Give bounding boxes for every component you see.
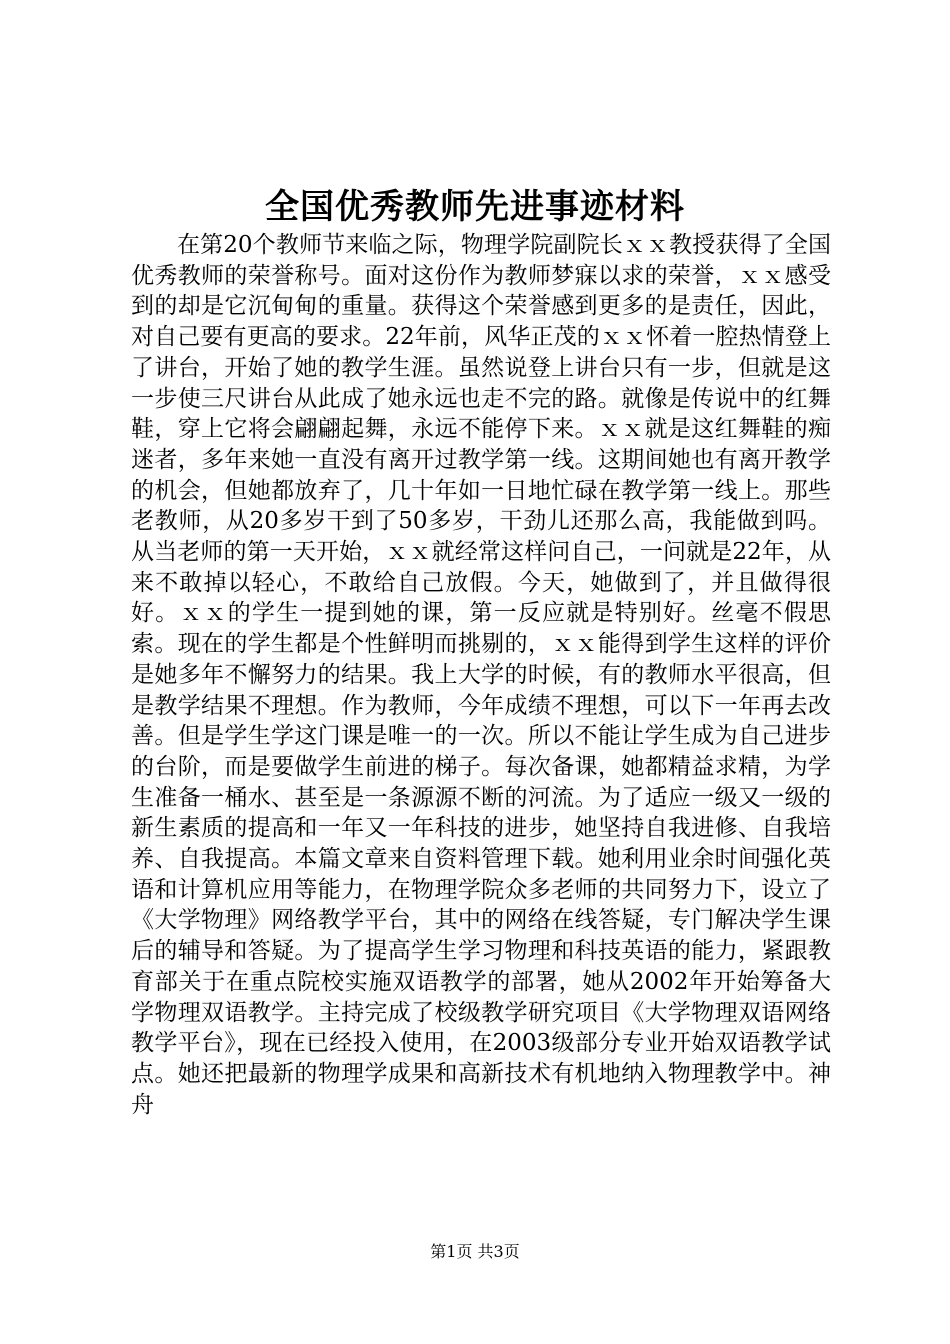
body-paragraph: 在第20个教师节来临之际，物理学院副院长ｘｘ教授获得了全国优秀教师的荣誉称号。面对这份作为教师梦寐以求的荣誉，ｘｘ感受到的却是它沉甸甸的重量。获得这个荣誉感到更多的是责任，因此，对自己要有更高的要求。22年前，风华正茂的ｘｘ怀着一腔热情登上了讲台，开始了她的教学生涯。虽然说登上讲台只有一步，但就是这一步使三尺讲台从此成了她永远也走不完的路。就像是传说中的红舞鞋，穿上它将会翩翩起舞，永远不能停下来。ｘｘ就是这红舞鞋的痴迷者，多年来她一直没有离开过教学第一线。这期间她也有离开教学的机会，但她都放弃了，几十年如一日地忙碌在教学第一线上。那些老教师，从20多岁干到了50多岁，干劲儿还那么高，我能做到吗。从当老师的第一天开始，ｘｘ就经常这样问自己，一问就是22年，从来不敢掉以轻心，不敢给自己放假。今天，她做到了，并且做得很好。ｘｘ的学生一提到她的课，第一反应就是特别好。丝毫不假思索。现在的学生都是个性鲜明而挑剔的，ｘｘ能得到学生这样的评价是她多年不懈努力的结果。我上大学的时候，有的教师水平很高，但是教学结果不理想。作为教师，今年成绩不理想，可以下一年再去改善。但是学生学这门课是唯一的一次。所以不能让学生成为自己进步的台阶，而是要做学生前进的梯子。每次备课，她都精益求精，为学生准备一桶水、甚至是一条源源不断的河流。为了适应一级又一级的新生素质的提高和一年又一年科技的进步，她坚持自我进修、自我培养、自我提高。本篇文章来自资料管理下载。她利用业余时间强化英语和计算机应用等能力，在物理学院众多老师的共同努力下，设立了《大学物理》网络教学平台，其中的网络在线答疑，专门解决学生课后的辅导和答疑。为了提高学生学习物理和科技英语的能力，紧跟教育部关于在重点院校实施双语教学的部署，她从2002年开始筹备大学物理双语教学。主持完成了校级教学研究项目《大学物理双语网络教学平台》，现在已经投入使用，在2003级部分专业开始双语教学试点。她还把最新的物理学成果和高新技术有机地纳入物理教学中。神舟 <box>131 232 831 1118</box>
document-title: 全国优秀教师先进事迹材料 <box>265 187 685 227</box>
page-number-footer: 第1页 共3页 <box>430 1242 520 1261</box>
